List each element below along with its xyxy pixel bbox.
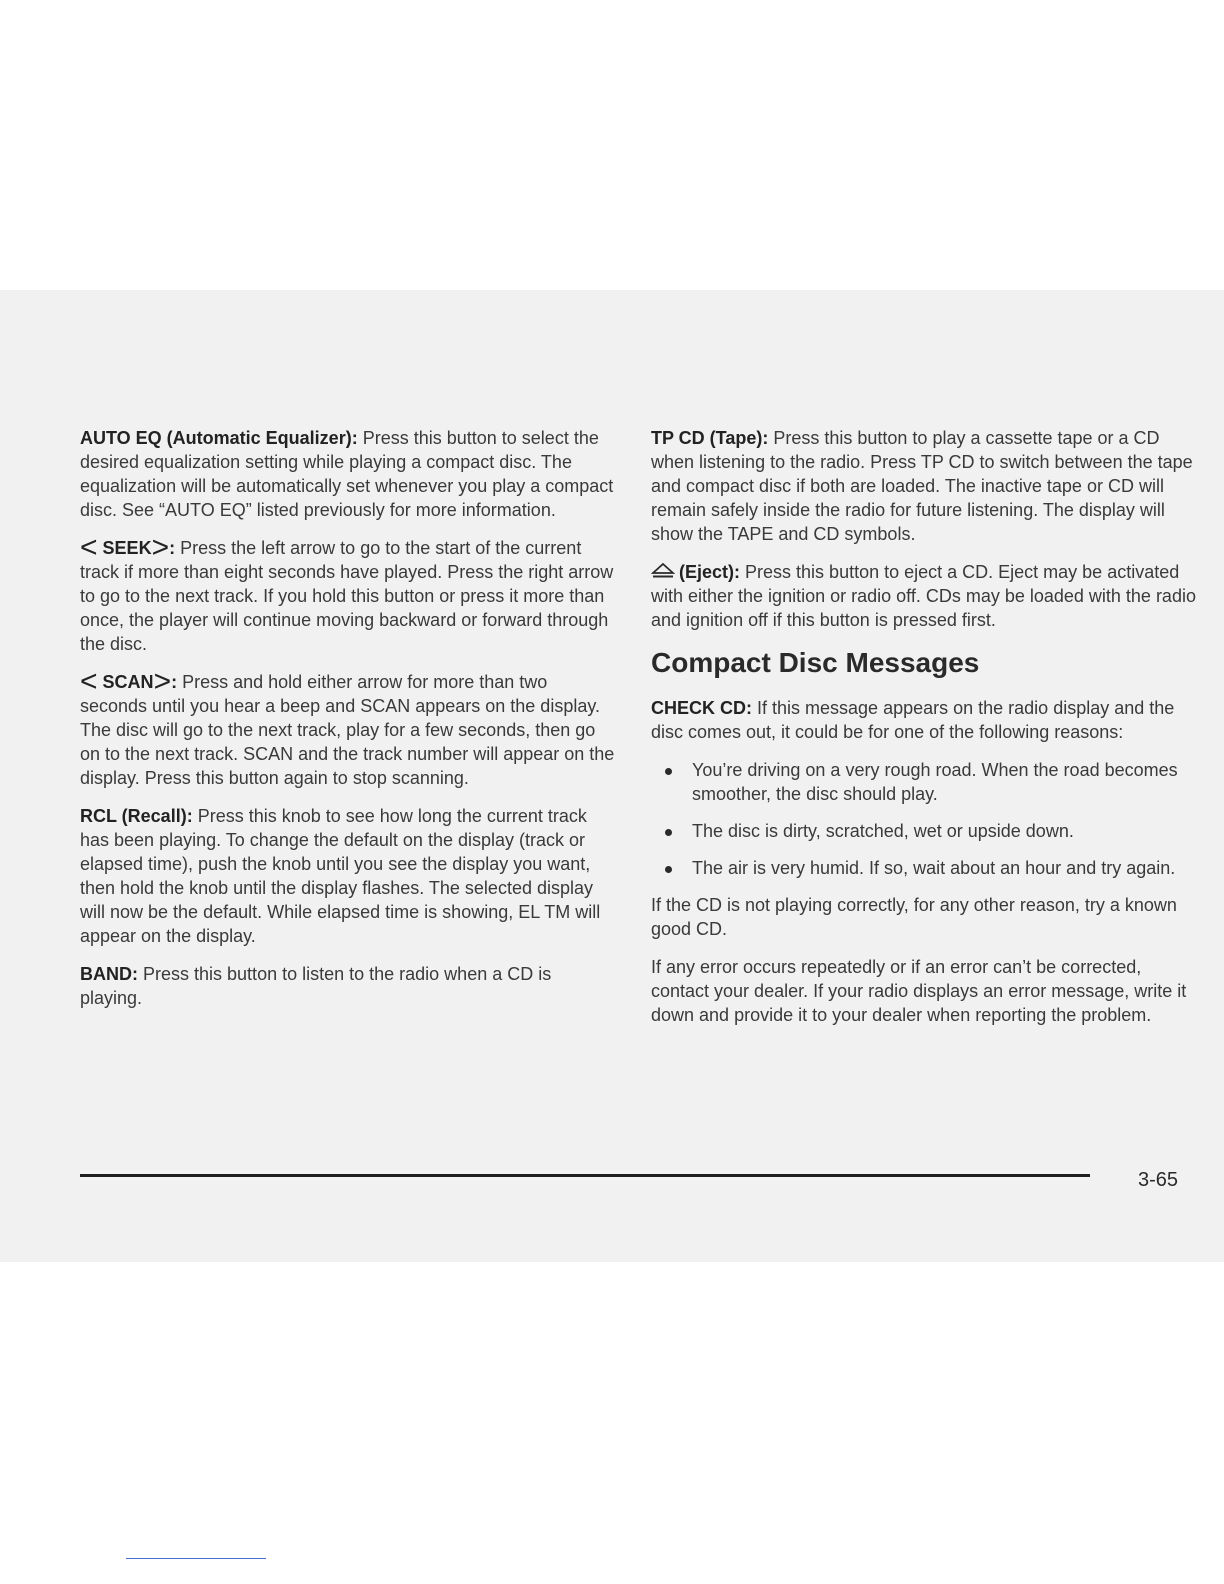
scan-left-arrow-icon: < (80, 665, 98, 698)
rcl-term: RCL (Recall): (80, 806, 193, 826)
list-item: The air is very humid. If so, wait about an hour and try again. (651, 856, 1196, 880)
eject-icon (651, 563, 675, 579)
right-column (651, 426, 1196, 1041)
tp-cd-text: Press this button to play a cassette tape or a CD when listening to the radio. Press TP CD to switch between the tape and compact disc if both are loaded. The inactive tape or CD will remain safely inside the radio for future listening. The display will show the TAPE and CD symbols. (651, 428, 1193, 544)
footnote-line (126, 1558, 266, 1559)
left-column (80, 426, 618, 1024)
page-number: 3-65 (1138, 1169, 1179, 1191)
auto-eq-paragraph (80, 426, 618, 522)
error-paragraph: If any error occurs repeatedly or if an error can’t be corrected, contact your dealer. If your radio displays an error message, write it down and provide it to your dealer when reporting the problem. (651, 957, 1187, 1025)
list-item: The disc is dirty, scratched, wet or upside down. (651, 819, 1196, 843)
seek-term: SEEK (102, 538, 152, 558)
seek-paragraph (80, 531, 618, 656)
band-text: Press this button to listen to the radio when a CD is playing. (80, 964, 552, 1008)
auto-eq-term: AUTO EQ (Automatic Equalizer): (80, 428, 358, 448)
check-cd-text: If this message appears on the radio display and the disc comes out, it could be for one of the following reasons: (651, 698, 1175, 742)
scan-paragraph (80, 665, 618, 790)
check-cd-term: CHECK CD: (651, 698, 752, 718)
scan-colon: : (171, 672, 178, 692)
seek-left-arrow-icon: < (80, 531, 98, 564)
eject-term: (Eject): (679, 562, 741, 582)
list-item: You’re driving on a very rough road. When the road becomes smoother, the disc should play. (651, 758, 1196, 806)
band-paragraph (80, 962, 618, 1010)
seek-text: Press the left arrow to go to the start of the current track if more than eight seconds have played. Press the right arrow to go to the next track. If you hold this button or press it more than once, the player will continue moving backward or forward through the disc. (80, 538, 614, 654)
eject-paragraph (651, 560, 1196, 632)
reasons-list (651, 758, 1196, 880)
rcl-paragraph (80, 804, 618, 948)
eject-text: Press this button to eject a CD. Eject may be activated with either the ignition or radio off. CDs may be loaded with the radio and ignition off if this button is pressed first. (651, 562, 1196, 630)
seek-right-arrow-icon: > (151, 531, 170, 564)
rcl-text: Press this knob to see how long the current track has been playing. To change the default on the display (track or elapsed time), push the knob until you see the display you want, then hold the knob until the display flashes. The selected display will now be the default. While elapsed time is showing, EL TM will appear on the display. (80, 806, 601, 946)
footer-rule (80, 1174, 1090, 1177)
auto-eq-text: Press this button to select the desired equalization setting while playing a compact disc. The equalization will be automatically set whenever you play a compact disc. See “AUTO EQ” listed previously for more information. (80, 428, 614, 520)
section-heading: Compact Disc Messages (651, 647, 980, 678)
tp-cd-term: TP CD (Tape): (651, 428, 769, 448)
scan-right-arrow-icon: > (153, 665, 172, 698)
scan-term: SCAN (102, 672, 154, 692)
seek-colon: : (169, 538, 176, 558)
not-playing-paragraph: If the CD is not playing correctly, for any other reason, try a known good CD. (651, 895, 1177, 939)
band-term: BAND: (80, 964, 138, 984)
scan-text: Press and hold either arrow for more than two seconds until you hear a beep and SCAN appears on the display. The disc will go to the next track, play for a few seconds, then go on to the next track. SCAN and the track number will appear on the display. Press this button again to stop scanning. (80, 672, 615, 788)
check-cd-paragraph (651, 696, 1196, 744)
tp-cd-paragraph (651, 426, 1196, 546)
